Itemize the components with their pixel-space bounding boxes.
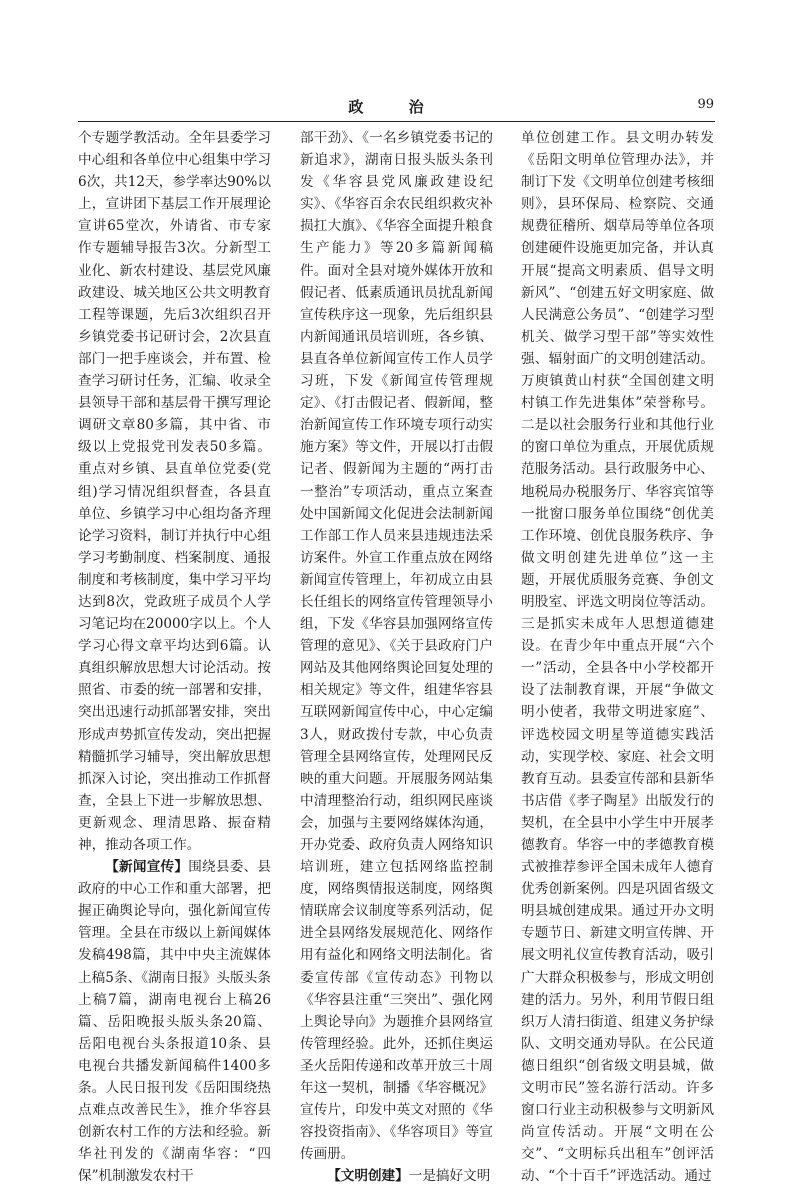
section-heading: 【文明创建】 <box>327 1168 409 1185</box>
page-number: 99 <box>697 97 714 112</box>
paragraph: 个专题学教活动。全年县委学习中心组和各单位中心组集中学习6次，共12天，参学率达90%以上，宣讲团下基层工作开展理论宣讲65堂次，外请省、市专家作专题辅导报告3次。分新型工业化、新农村建设、基层党风廉政建设、城关地区公共文明教育工程等课题，先后3次组织召开乡镇党委书记研讨会，2次县直部门一把手座谈会，并布置、检查学习研讨任务，汇编、收录全县领导干部和基层骨干撰写理论调研文章80多篇，其中省、市级以上党报党刊发表50多篇。重点对乡镇、县直单位党委(党组)学习情况组织督查，各县直单位、乡镇学习中心组均备齐理论学习资料，制订并执行中心组学习考勤制度、档案制度、通报制度和考核制度，集中学习平均达到8次，党政班子成员个人学习笔记均在20000字以上。个人学习心得文章平均达到6篇。认真组织解放思想大讨论活动。按照省、市委的统一部署和安排，突出迅速行动抓部署安排，突出形成声势抓宣传发动，突出把握精髓抓学习辅导，突出解放思想抓深入讨论，突出推动工作抓督查，全县上下进一步解放思想、更新观念、理清思路、振奋精神，推动各项工作。 <box>78 130 271 853</box>
text-column-3 <box>521 127 714 1185</box>
paragraph: 单位创建工作。县文明办转发《岳阳文明单位管理办法》，并制订下发《文明单位创建考核细则》，县环保局、检察院、交通规费征稽所、烟草局等单位各项创建硬件设施更加完备，并认真开展“提高文明素质、倡导文明新风”、“创建五好文明家庭、做人民满意公务员”、“创建学习型机关、做学习型干部”等实效性强、辐射面广的文明创建活动。万庾镇黄山村获“全国创建文明村镇工作先进集体”荣誉称号。二是以社会服务行业和其他行业的窗口单位为重点，开展优质规范服务活动。县行政服务中心、地税局办税服务厅、华容宾馆等一批窗口服务单位围绕“创优美工作环境、创优良服务秩序、争做文明创建先进单位”这一主题，开展优质服务竞赛、争创文明股室、评选文明岗位等活动。三是抓实未成年人思想道德建设。在青少年中重点开展“六个一”活动，全县各中小学校都开设了法制教育课，开展“争做文明小使者，我带文明进家庭”、评选校园文明星等道德实践活动，实现学校、家庭、社会文明教育互动。县委宣传部和县新华书店借《孝子陶星》出版发行的契机，在全县中小学生中开展孝德教育。华容一中的孝德教育模式被推荐参评全国未成年人德育优秀创新案例。四是巩固省级文明县城创建成果。通过开办文明专题节日、新建文明宣传牌、开展文明礼仪宣传教育活动，吸引广大群众积极参与，形成文明创建的活力。另外，利用节假日组织万人清扫街道、组建义务护绿队、文明交通劝导队。在公民道德日组织“创省级文明县城，做文明市民”签名游行活动。许多窗口行业主动积极参与文明新风尚宣传活动。开展“文明在公交”、“文明标兵出租车”创评活动、“个十百千”评选活动。通过 <box>521 130 714 1185</box>
paragraph-body: 一是搞好文明 <box>408 1168 491 1185</box>
text-column-1 <box>78 127 272 1185</box>
paragraph-body: 围绕县委、县政府的中心工作和重大部署，把握正确舆论导向，强化新闻宣传管理。全县在市级以上新闻媒体发稿498篇，其中中央主流媒体上稿5条、《湖南日报》头版头条上稿7篇，湖南电视台上稿26篇、岳阳晚报头版头条20篇、岳阳电视台头条报道10条、县电视台共播发新闻稿件1400多条。人民日报刊发《岳阳围绕热点难点改善民生》，推介华容县创新农村工作的方法和经验。新华社刊发的《湖南华容：“四保”机制激发农村干 <box>78 859 272 1185</box>
page-header <box>78 96 714 120</box>
section-heading: 【新闻宣传】 <box>105 859 189 876</box>
paragraph-civilization <box>300 1165 493 1187</box>
section-title: 政 治 <box>348 98 444 116</box>
header-rule <box>78 121 715 122</box>
paragraph: 部干劲》、《一名乡镇党委书记的新追求》，湖南日报头版头条刊发《华容县党风廉政建设纪实》、《华容百余农民组织救灾补损扛大旗》、《华容全面提升粮食生产能力》等20多篇新闻稿件。面对全县对境外媒体开放和假记者、低素质通讯员扰乱新闻宣传秩序这一现象，先后组织县内新闻通讯员培训班，各乡镇、县直各单位新闻宣传工作人员学习班，下发《新闻宣传管理规定》、《打击假记者、假新闻，整治新闻宣传工作环境专项行动实施方案》等文件，开展以打击假记者、假新闻为主题的“两打击一整治”专项活动，重点立案查处中国新闻文化促进会法制新闻工作部工作人员来县违规违法采访案件。外宣工作重点放在网络新闻宣传管理上，年初成立由县长任组长的网络宣传管理领导小组，下发《华容县加强网络宣传管理的意见》、《关于县政府门户网站及其他网络舆论回复处理的相关规定》等文件，组建华容县互联网新闻宣传中心，中心定编3人，财政拨付专款，中心负责管理全县网络宣传，处理网民反映的重大问题。开展服务网站集中清理整治行动，组织网民座谈会，加强与主要网络媒体沟通，开办党委、政府负责人网络知识培训班，建立包括网络监控制度，网络舆情报送制度，网络舆情联席会议制度等系列活动，促进全县网络发展规范化、网络作用有益化和网络文明法制化。省委宣传部《宣传动态》刊物以《华容县注重“三突出”、强化网上舆论导向》为题推介县网络宣传管理经验。此外，还抓住奥运圣火岳阳传递和改革开放三十周年这一契机，制播《华容概况》宣传片，印发中英文对照的《华容投资指南》、《华容项目》等宣传画册。 <box>300 130 493 1163</box>
text-column-2 <box>300 127 493 1185</box>
paragraph-news-publicity <box>78 856 271 1187</box>
